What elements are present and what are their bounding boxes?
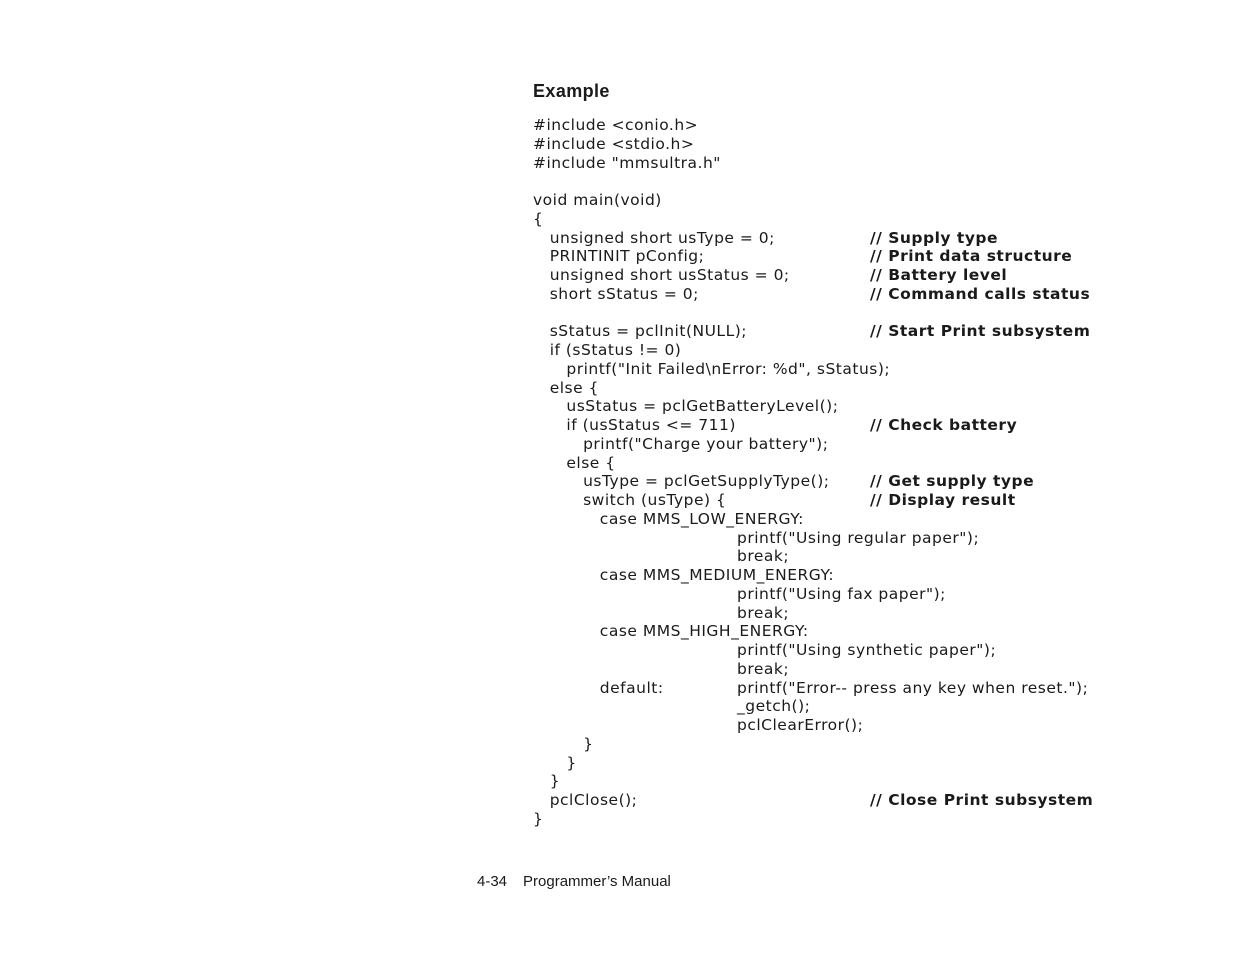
code-text: } — [533, 809, 544, 828]
page-footer — [477, 873, 671, 890]
code-text: } — [583, 734, 594, 753]
code-statement: printf("Using synthetic paper"); — [737, 641, 997, 659]
code-line — [533, 660, 1223, 679]
code-line — [533, 810, 1223, 829]
code-line — [533, 604, 1223, 623]
code-line — [533, 772, 1223, 791]
code-text: unsigned short usType = 0; — [549, 228, 775, 247]
code-line — [533, 679, 1223, 698]
code-statement: break; — [737, 603, 790, 622]
code-text: else { — [566, 453, 616, 472]
code-text: short sStatus = 0; — [549, 284, 699, 303]
code-comment: // Check battery — [870, 416, 1018, 434]
code-line — [533, 697, 1223, 716]
code-text: usStatus = pclGetBatteryLevel(); — [566, 397, 839, 416]
code-line — [533, 210, 1223, 229]
code-statement: break; — [737, 659, 790, 678]
code-comment: // Close Print subsystem — [870, 791, 1094, 809]
code-statement: _getch(); — [737, 697, 811, 716]
code-text: printf("Init Failed\nError: %d", sStatus); — [566, 359, 891, 378]
code-comment: // Print data structure — [870, 247, 1073, 266]
code-statement: break; — [737, 547, 790, 566]
code-comment: // Command calls status — [870, 284, 1091, 303]
code-line — [533, 266, 1223, 285]
code-line — [533, 791, 1223, 810]
code-line — [533, 547, 1223, 566]
code-line — [533, 397, 1223, 416]
code-line — [533, 491, 1223, 510]
code-comment: // Start Print subsystem — [870, 322, 1091, 341]
code-text: #include <stdio.h> — [533, 134, 695, 153]
code-text: case MMS_MEDIUM_ENERGY: — [599, 566, 835, 584]
code-line — [533, 247, 1223, 266]
code-text: usType = pclGetSupplyType(); — [583, 472, 830, 491]
page-number: 4-34 — [477, 873, 508, 890]
code-comment: // Get supply type — [870, 472, 1035, 491]
code-comment: // Display result — [870, 491, 1016, 509]
code-line — [533, 191, 1223, 210]
code-comment: // Battery level — [870, 266, 1008, 284]
manual-title: Programmer’s Manual — [523, 873, 671, 890]
code-line — [533, 135, 1223, 154]
code-statement: pclClearError(); — [737, 716, 864, 734]
code-text: } — [549, 772, 561, 791]
code-line — [533, 510, 1223, 529]
code-line — [533, 322, 1223, 341]
code-statement: printf("Using fax paper"); — [737, 584, 946, 603]
code-text: switch (usType) { — [583, 491, 727, 509]
code-line — [533, 435, 1223, 454]
code-text: sStatus = pclInit(NULL); — [549, 322, 747, 341]
section-heading: Example — [533, 81, 610, 101]
code-line — [533, 172, 1223, 191]
code-line — [533, 285, 1223, 304]
code-text: pclClose(); — [549, 791, 638, 809]
code-line — [533, 529, 1223, 548]
code-text: printf("Charge your battery"); — [583, 434, 829, 453]
code-text: if (sStatus != 0) — [549, 341, 682, 359]
code-line — [533, 379, 1223, 398]
code-line — [533, 585, 1223, 604]
code-text: else { — [549, 378, 599, 397]
code-line — [533, 472, 1223, 491]
code-text: unsigned short usStatus = 0; — [549, 266, 790, 284]
code-line — [533, 341, 1223, 360]
code-text: case MMS_LOW_ENERGY: — [599, 509, 804, 528]
code-text: if (usStatus <= 711) — [566, 416, 736, 434]
code-line — [533, 735, 1223, 754]
code-text: PRINTINIT pConfig; — [549, 247, 705, 266]
code-statement: printf("Error-- press any key when reset."); — [737, 678, 1089, 697]
code-comment: // Supply type — [870, 228, 999, 247]
code-line — [533, 416, 1223, 435]
code-line — [533, 304, 1223, 323]
code-line — [533, 154, 1223, 173]
code-line — [533, 716, 1223, 735]
code-text: #include "mmsultra.h" — [533, 153, 721, 172]
code-text: } — [566, 753, 577, 772]
code-line — [533, 566, 1223, 585]
code-line — [533, 360, 1223, 379]
code-line — [533, 641, 1223, 660]
code-line — [533, 229, 1223, 248]
code-line — [533, 622, 1223, 641]
code-text: default: — [599, 678, 664, 697]
code-text: void main(void) — [533, 191, 662, 209]
code-text: #include <conio.h> — [533, 116, 699, 134]
code-line — [533, 116, 1223, 135]
code-line — [533, 454, 1223, 473]
code-statement: printf("Using regular paper"); — [737, 528, 980, 547]
code-line — [533, 754, 1223, 773]
code-text: case MMS_HIGH_ENERGY: — [599, 622, 809, 641]
code-listing — [533, 116, 1223, 829]
code-text: { — [533, 209, 544, 228]
